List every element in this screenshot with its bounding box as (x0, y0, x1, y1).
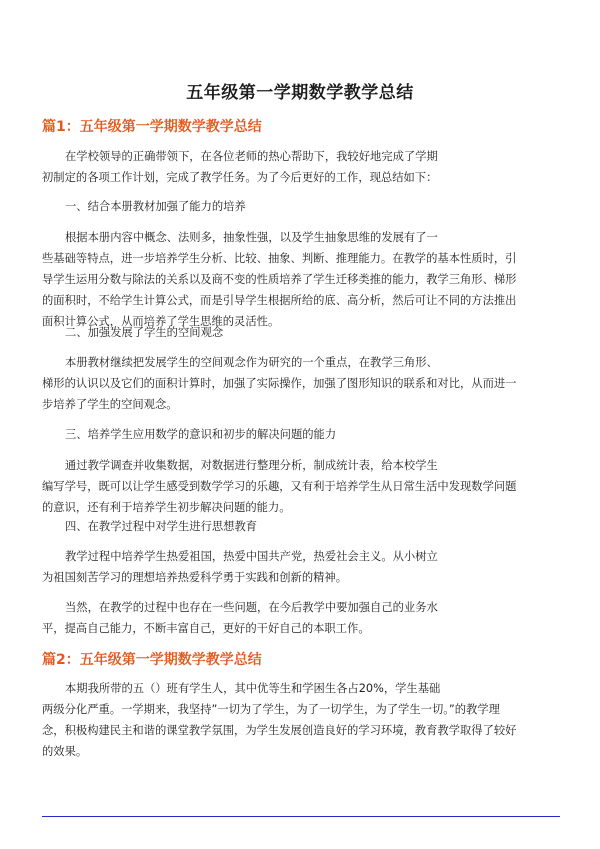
text-line: 教学过程中培养学生热爱祖国，热爱中国共产党，热爱社会主义。从小树立 (65, 550, 438, 563)
text-line: 的意识，还有利于培养学生初步解决问题的能力。 (42, 501, 291, 514)
text-line: 在学校领导的正确带领下，在各位老师的热心帮助下，我较好地完成了学期 (65, 150, 438, 163)
text-line: 两级分化严重。一学期来，我坚持”一切为了学生，为了一切学生，为了学生一切。”的教学理 (42, 703, 500, 716)
text-line: 导学生运用分数与除法的关系以及商不变的性质培养了学生迁移类推的能力，教学三角形、梯形 (42, 273, 517, 286)
subheading-1 (42, 196, 562, 217)
text-line: 梯形的认识以及它们的面积计算时，加强了实际操作，加强了图形知识的联系和对比，从而进一 (42, 377, 517, 390)
footer-divider (42, 816, 560, 817)
section-heading-1: 篇1：五年级第一学期数学教学总结 (42, 119, 262, 135)
text-line: 通过教学调查并收集数据，对数据进行整理分析，制成统计表，给本校学生 (65, 459, 438, 472)
text-line: 面积计算公式，从而培养了学生思维的灵活性。 (42, 315, 280, 328)
text-line: 四、在教学过程中对学生进行思想教育 (65, 520, 258, 533)
section-heading-2: 篇2：五年级第一学期数学教学总结 (42, 652, 262, 668)
text-line: 步培养了学生的空间观念。 (42, 398, 178, 411)
text-line: 初制定的各项工作计划，完成了教学任务。为了今后更好的工作，现总结如下： (42, 171, 438, 184)
text-line: 念，积极构建民主和谐的课堂教学氛围，为学生发展创造良好的学习环境，教育教学取得了较好 (42, 724, 517, 737)
text-line: 三、培养学生应用数学的意识和初步的解决问题的能力 (65, 428, 337, 441)
text-line: 的面积时，不给学生计算公式，而是引导学生根据所给的底、高分析，然后可让不同的方法推出 (42, 294, 517, 307)
text-line: 编写学号，既可以让学生感受到数学学习的乐趣，又有利于培养学生从日常生活中发现数学问题 (42, 480, 517, 493)
subheading-4 (42, 516, 562, 537)
text-line: 平，提高自己能力，不断丰富自己，更好的干好自己的本职工作。 (42, 622, 370, 635)
subheading-2 (42, 322, 562, 343)
text-line: 为祖国刻苦学习的理想培养热爱科学勇于实践和创新的精神。 (42, 571, 348, 584)
paragraph-education (42, 546, 562, 588)
text-line: 的效果。 (42, 745, 88, 758)
paragraph-class (42, 678, 562, 762)
text-line: 些基础等特点，进一步培养学生分析、比较、抽象、判断、推理能力。在教学的基本性质时，引 (42, 252, 517, 265)
text-line: 当然，在教学的过程中也存在一些问题，在今后教学中要加强自己的业务水 (65, 601, 438, 614)
paragraph-reflection (42, 597, 562, 639)
page-title: 五年级第一学期数学教学总结 (186, 83, 414, 103)
paragraph-intro (42, 146, 562, 188)
text-line: 本册教材继续把发展学生的空间观念作为研究的一个重点，在教学三角形、 (65, 356, 438, 369)
text-line: 二、加强发展了学生的空间观念 (65, 326, 224, 339)
paragraph-ability (42, 227, 562, 332)
text-line: 根据本册内容中概念、法则多，抽象性强，以及学生抽象思维的发展有了一 (65, 231, 438, 244)
paragraph-application (42, 455, 562, 518)
text-line: 一、结合本册教材加强了能力的培养 (65, 200, 246, 213)
text-line: 本期我所带的五（）班有学生人，其中优等生和学困生各占20%，学生基础 (65, 682, 441, 695)
subheading-3 (42, 424, 562, 445)
paragraph-spatial (42, 352, 562, 415)
